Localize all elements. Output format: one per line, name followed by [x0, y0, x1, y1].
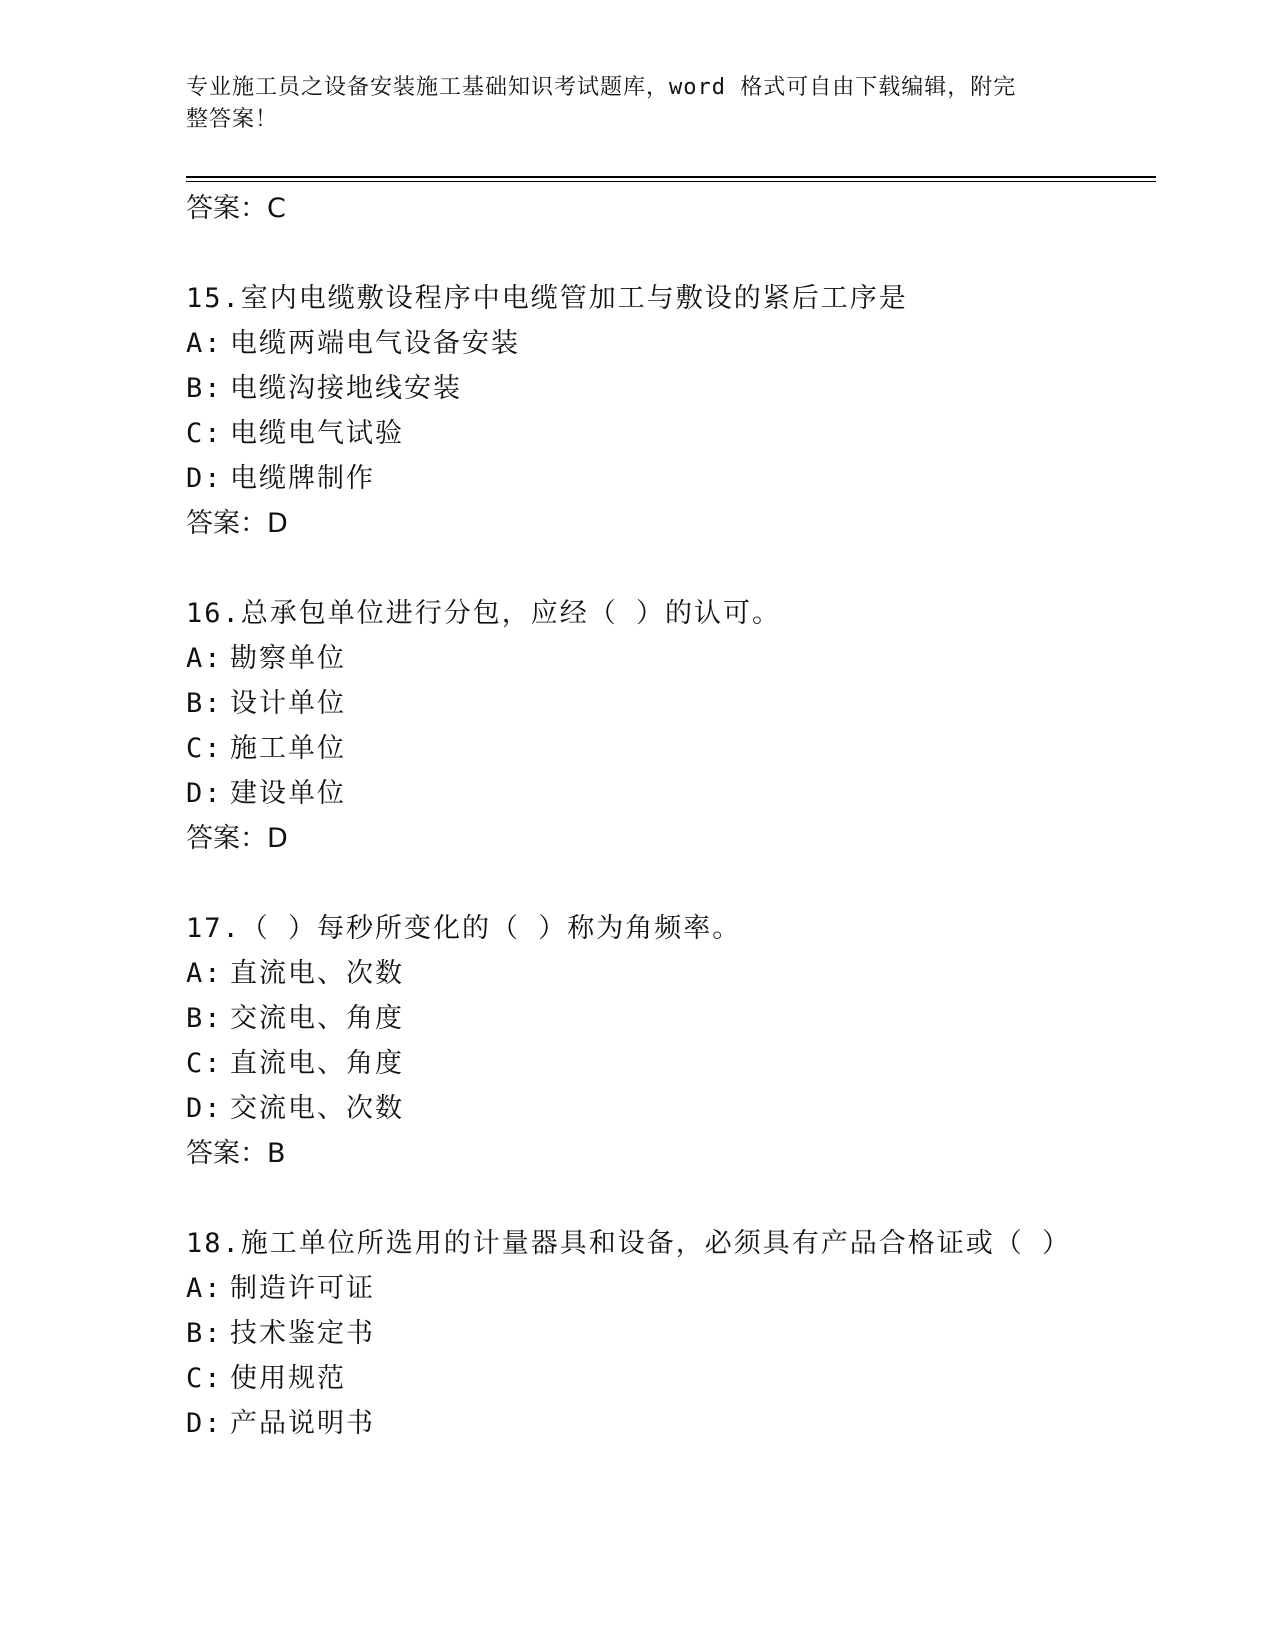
header-divider-thick — [186, 176, 1156, 178]
option-b — [186, 996, 1156, 1041]
option-text: 制造许可证 — [230, 1273, 375, 1304]
option-letter: B: — [186, 1003, 223, 1034]
option-text: 电缆电气试验 — [230, 418, 404, 449]
answer-line — [186, 1131, 1156, 1177]
answer-line — [186, 186, 1156, 232]
option-text: 直流电、角度 — [230, 1048, 404, 1079]
option-a — [186, 951, 1156, 996]
option-letter: C: — [186, 418, 223, 449]
option-letter: C: — [186, 1363, 223, 1394]
option-letter: D: — [186, 463, 223, 494]
option-text: 技术鉴定书 — [230, 1318, 375, 1349]
option-a — [186, 321, 1156, 366]
question-block-16 — [186, 591, 1156, 862]
question-stem: 15.室内电缆敷设程序中电缆管加工与敷设的紧后工序是 — [186, 283, 908, 314]
answer-label: 答案： — [186, 193, 267, 224]
option-letter: A: — [186, 328, 223, 359]
option-b — [186, 366, 1156, 411]
option-b — [186, 681, 1156, 726]
option-letter: B: — [186, 373, 223, 404]
option-letter: D: — [186, 1093, 223, 1124]
option-a — [186, 636, 1156, 681]
answer-value: B — [267, 1138, 286, 1169]
option-letter: B: — [186, 1318, 223, 1349]
option-letter: C: — [186, 733, 223, 764]
option-letter: A: — [186, 958, 223, 989]
option-c — [186, 411, 1156, 456]
option-a — [186, 1266, 1156, 1311]
header-divider-thin — [186, 181, 1156, 182]
option-d — [186, 1401, 1156, 1446]
option-letter: A: — [186, 643, 223, 674]
question-block-15 — [186, 276, 1156, 547]
option-text: 产品说明书 — [230, 1408, 375, 1439]
option-letter: C: — [186, 1048, 223, 1079]
answer-line — [186, 501, 1156, 547]
option-d — [186, 456, 1156, 501]
document-header — [186, 72, 1066, 136]
question-stem: 17.（ ）每秒所变化的（ ）称为角频率。 — [186, 913, 742, 944]
option-text: 使用规范 — [230, 1363, 346, 1394]
answer-label: 答案： — [186, 1138, 267, 1169]
option-text: 勘察单位 — [230, 643, 346, 674]
option-text: 交流电、角度 — [230, 1003, 404, 1034]
option-text: 施工单位 — [230, 733, 346, 764]
option-c — [186, 1041, 1156, 1086]
option-c — [186, 726, 1156, 771]
option-text: 电缆沟接地线安装 — [230, 373, 462, 404]
answer-value: D — [267, 823, 288, 854]
option-b — [186, 1311, 1156, 1356]
answer-label: 答案： — [186, 823, 267, 854]
answer-value: D — [267, 508, 288, 539]
option-c — [186, 1356, 1156, 1401]
option-letter: D: — [186, 778, 223, 809]
header-line-1: 专业施工员之设备安装施工基础知识考试题库，word 格式可自由下载编辑，附完 — [186, 75, 1017, 100]
option-text: 电缆牌制作 — [230, 463, 375, 494]
option-letter: B: — [186, 688, 223, 719]
option-d — [186, 1086, 1156, 1131]
header-line-2: 整答案！ — [186, 107, 279, 132]
question-block-17 — [186, 906, 1156, 1177]
option-text: 建设单位 — [230, 778, 346, 809]
option-d — [186, 771, 1156, 816]
option-letter: D: — [186, 1408, 223, 1439]
option-text: 电缆两端电气设备安装 — [230, 328, 520, 359]
option-text: 直流电、次数 — [230, 958, 404, 989]
question-stem: 18.施工单位所选用的计量器具和设备，必须具有产品合格证或（ ） — [186, 1228, 1072, 1259]
question-stem: 16.总承包单位进行分包，应经（ ）的认可。 — [186, 598, 782, 629]
option-letter: A: — [186, 1273, 223, 1304]
option-text: 设计单位 — [230, 688, 346, 719]
answer-label: 答案： — [186, 508, 267, 539]
question-list — [186, 186, 1156, 1446]
question-block-18 — [186, 1221, 1156, 1446]
answer-line — [186, 816, 1156, 862]
option-text: 交流电、次数 — [230, 1093, 404, 1124]
answer-value: C — [267, 193, 286, 224]
